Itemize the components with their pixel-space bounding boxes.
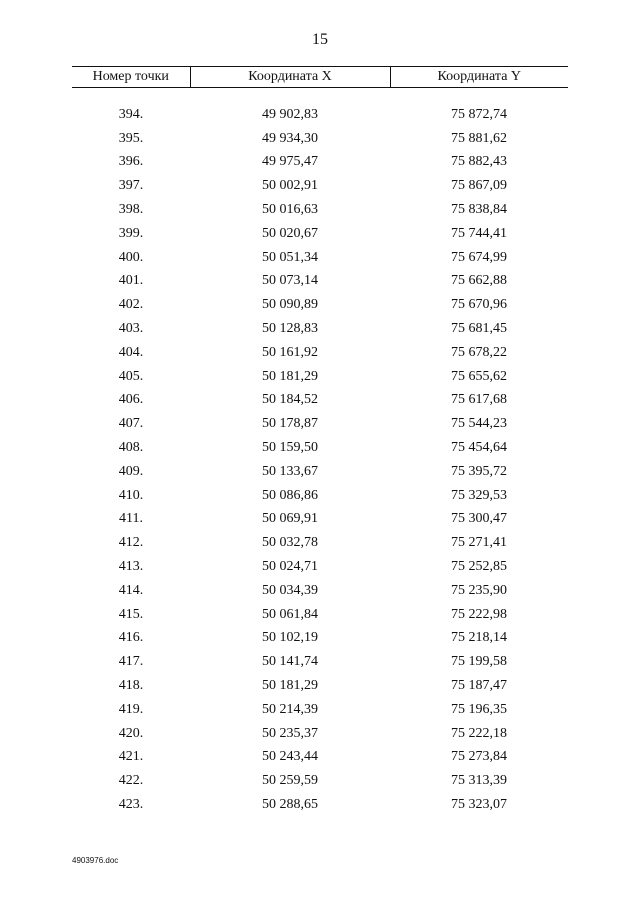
point-number-cell: 395. — [118, 130, 144, 146]
table-row — [72, 341, 568, 365]
table-row — [72, 555, 568, 579]
point-number-cell: 406. — [118, 392, 144, 408]
coordinate-x-cell: 50 073,14 — [262, 273, 318, 289]
header-row — [72, 67, 568, 88]
coordinate-y-cell: 75 222,98 — [451, 606, 507, 622]
coordinate-x-cell: 50 141,74 — [262, 654, 318, 670]
coordinate-y-cell: 75 678,22 — [451, 344, 507, 360]
coordinate-y-cell: 75 670,96 — [451, 297, 507, 313]
coordinate-y-cell: 75 544,23 — [451, 416, 507, 432]
point-number-cell: 405. — [118, 368, 144, 384]
coordinate-y-cell: 75 454,64 — [451, 440, 507, 456]
header-spacer — [72, 88, 568, 104]
point-number-cell: 397. — [118, 178, 144, 194]
table-row — [72, 579, 568, 603]
coordinate-y-cell: 75 872,74 — [451, 106, 507, 122]
coordinate-x-cell: 50 181,29 — [262, 368, 318, 384]
coordinate-x-cell: 50 184,52 — [262, 392, 318, 408]
table-row — [72, 103, 568, 127]
table-row — [72, 270, 568, 294]
coordinate-y-cell: 75 662,88 — [451, 273, 507, 289]
point-number-cell: 394. — [118, 106, 144, 122]
coordinate-x-cell: 49 975,47 — [262, 154, 318, 170]
coordinate-x-cell: 50 181,29 — [262, 678, 318, 694]
coordinate-x-cell: 49 934,30 — [262, 130, 318, 146]
coordinate-y-cell: 75 218,14 — [451, 630, 507, 646]
coordinate-x-cell: 50 259,59 — [262, 773, 318, 789]
coordinate-x-cell: 50 024,71 — [262, 559, 318, 575]
table-row — [72, 293, 568, 317]
point-number-cell: 412. — [118, 535, 144, 551]
coordinate-x-cell: 50 214,39 — [262, 701, 318, 717]
point-number-cell: 402. — [118, 297, 144, 313]
point-number-cell: 413. — [118, 559, 144, 575]
coordinate-x-cell: 50 032,78 — [262, 535, 318, 551]
table-row — [72, 484, 568, 508]
point-number-cell: 419. — [118, 701, 144, 717]
point-number-cell: 417. — [118, 654, 144, 670]
point-number-cell: 420. — [118, 725, 144, 741]
point-number-cell: 407. — [118, 416, 144, 432]
point-number-cell: 398. — [118, 202, 144, 218]
coordinate-y-cell: 75 674,99 — [451, 249, 507, 265]
table-row — [72, 174, 568, 198]
coordinate-x-cell: 50 090,89 — [262, 297, 318, 313]
point-number-cell: 410. — [118, 487, 144, 503]
point-number-cell: 422. — [118, 773, 144, 789]
table-body — [72, 88, 568, 817]
table-row — [72, 650, 568, 674]
table-row — [72, 603, 568, 627]
coordinate-y-cell: 75 838,84 — [451, 202, 507, 218]
table-row — [72, 674, 568, 698]
table-row — [72, 746, 568, 770]
table-row — [72, 722, 568, 746]
point-number-cell: 418. — [118, 678, 144, 694]
table-row — [72, 317, 568, 341]
table-row — [72, 365, 568, 389]
coordinate-x-cell: 50 020,67 — [262, 225, 318, 241]
coordinate-y-cell: 75 252,85 — [451, 559, 507, 575]
table-row — [72, 127, 568, 151]
table-row — [72, 246, 568, 270]
coordinate-x-cell: 50 102,19 — [262, 630, 318, 646]
table-row — [72, 793, 568, 817]
coordinates-table-wrapper — [72, 66, 568, 817]
table-row — [72, 460, 568, 484]
coordinate-x-cell: 50 159,50 — [262, 440, 318, 456]
table-row — [72, 769, 568, 793]
coordinate-x-cell: 50 016,63 — [262, 202, 318, 218]
coordinate-y-cell: 75 199,58 — [451, 654, 507, 670]
point-number-cell: 396. — [118, 154, 144, 170]
coordinate-x-cell: 50 086,86 — [262, 487, 318, 503]
point-number-cell: 409. — [118, 463, 144, 479]
coordinate-y-cell: 75 323,07 — [451, 797, 507, 812]
table-row — [72, 151, 568, 175]
coordinate-y-cell: 75 867,09 — [451, 178, 507, 194]
coordinate-x-cell: 50 061,84 — [262, 606, 318, 622]
point-number-cell: 415. — [118, 606, 144, 622]
point-number-cell: 403. — [118, 321, 144, 337]
coordinate-x-cell: 50 128,83 — [262, 321, 318, 337]
coordinate-y-cell: 75 329,53 — [451, 487, 507, 503]
table-row — [72, 389, 568, 413]
table-row — [72, 222, 568, 246]
coordinate-x-cell: 50 288,65 — [262, 797, 318, 812]
coordinate-x-cell: 50 034,39 — [262, 582, 318, 598]
table-row — [72, 436, 568, 460]
coordinate-x-cell: 50 178,87 — [262, 416, 318, 432]
coordinate-y-cell: 75 395,72 — [451, 463, 507, 479]
header-coordinate-x: Координата X — [190, 67, 390, 88]
coordinate-x-cell: 50 235,37 — [262, 725, 318, 741]
point-number-cell: 421. — [118, 749, 144, 765]
coordinate-y-cell: 75 235,90 — [451, 582, 507, 598]
point-number-cell: 408. — [118, 440, 144, 456]
table-row — [72, 508, 568, 532]
header-coordinate-y: Координата Y — [390, 67, 568, 88]
coordinate-y-cell: 75 882,43 — [451, 154, 507, 170]
coordinate-x-cell: 50 069,91 — [262, 511, 318, 527]
coordinate-y-cell: 75 881,62 — [451, 130, 507, 146]
point-number-cell: 404. — [118, 344, 144, 360]
table-row — [72, 198, 568, 222]
document-footer: 4903976.doc — [72, 856, 119, 865]
coordinate-y-cell: 75 187,47 — [451, 678, 507, 694]
coordinate-y-cell: 75 300,47 — [451, 511, 507, 527]
coordinate-x-cell: 50 002,91 — [262, 178, 318, 194]
table-row — [72, 531, 568, 555]
coordinates-table — [72, 66, 568, 817]
coordinate-x-cell: 50 243,44 — [262, 749, 318, 765]
table-row — [72, 698, 568, 722]
point-number-cell: 423. — [118, 797, 144, 812]
coordinate-x-cell: 50 133,67 — [262, 463, 318, 479]
point-number-cell: 401. — [118, 273, 144, 289]
coordinate-x-cell: 49 902,83 — [262, 106, 318, 122]
coordinate-y-cell: 75 196,35 — [451, 701, 507, 717]
table-header — [72, 67, 568, 88]
point-number-cell: 414. — [118, 582, 144, 598]
table-row — [72, 627, 568, 651]
header-point-number: Номер точки — [72, 67, 190, 88]
coordinate-y-cell: 75 271,41 — [451, 535, 507, 551]
coordinate-x-cell: 50 161,92 — [262, 344, 318, 360]
coordinate-y-cell: 75 655,62 — [451, 368, 507, 384]
coordinate-x-cell: 50 051,34 — [262, 249, 318, 265]
point-number-cell: 416. — [118, 630, 144, 646]
point-number-cell: 399. — [118, 225, 144, 241]
coordinate-y-cell: 75 744,41 — [451, 225, 507, 241]
coordinate-y-cell: 75 617,68 — [451, 392, 507, 408]
point-number-cell: 411. — [119, 511, 143, 527]
page-number: 15 — [312, 31, 328, 48]
point-number-cell: 400. — [118, 249, 144, 265]
coordinate-y-cell: 75 222,18 — [451, 725, 507, 741]
coordinate-y-cell: 75 681,45 — [451, 321, 507, 337]
table-row — [72, 412, 568, 436]
coordinate-y-cell: 75 273,84 — [451, 749, 507, 765]
coordinate-y-cell: 75 313,39 — [451, 773, 507, 789]
